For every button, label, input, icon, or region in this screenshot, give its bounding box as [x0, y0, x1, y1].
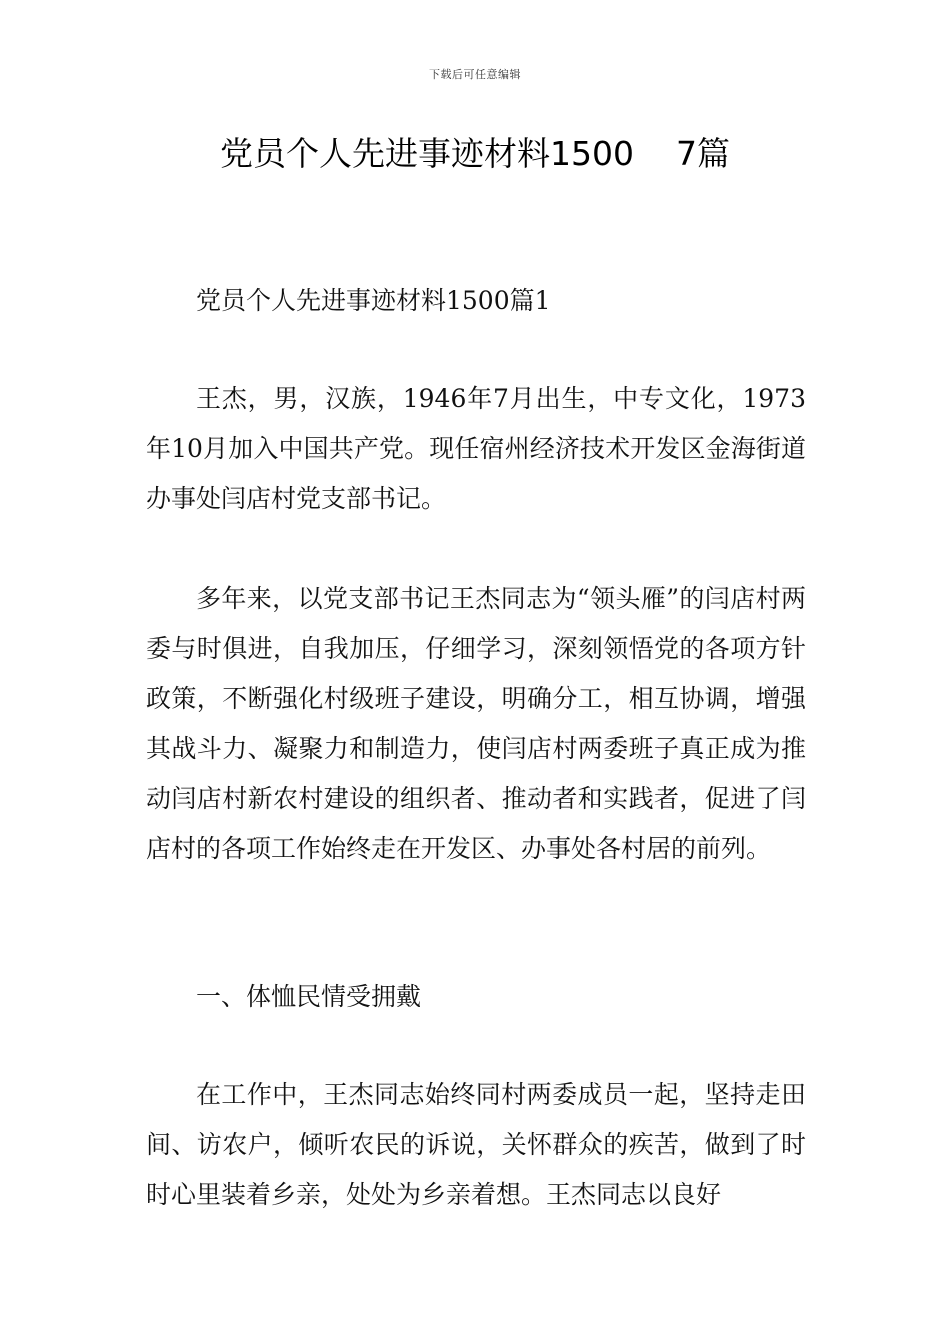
paragraph-1: 王杰，男，汉族，1946年7月出生，中专文化，1973年10月加入中国共产党。现任宿州经济技术开发区金海街道办事处闫店村党支部书记。 [146, 384, 806, 513]
subheading: 一、体恤民情受拥戴 [196, 982, 422, 1011]
section-heading: 党员个人先进事迹材料1500篇1 [196, 286, 551, 315]
header-note: 下载后可任意编辑 [429, 68, 521, 81]
document-title: 党员个人先进事迹材料1500 7篇 [220, 134, 730, 173]
paragraph-2: 多年来，以党支部书记王杰同志为“领头雁”的闫店村两委与时俱进，自我加压，仔细学习，深刻领悟党的各项方针政策，不断强化村级班子建设，明确分工，相互协调，增强其战斗力、凝聚力和制造力，使闫店村两委班子真正成为推动闫店村新农村建设的组织者、推动者和实践者，促进了闫店村的各项工作始终走在开发区、办事处各村居的前列。 [146, 584, 806, 863]
paragraph-3: 在工作中，王杰同志始终同村两委成员一起，坚持走田间、访农户，倾听农民的诉说，关怀群众的疾苦，做到了时时心里装着乡亲，处处为乡亲着想。王杰同志以良好 [146, 1080, 806, 1209]
